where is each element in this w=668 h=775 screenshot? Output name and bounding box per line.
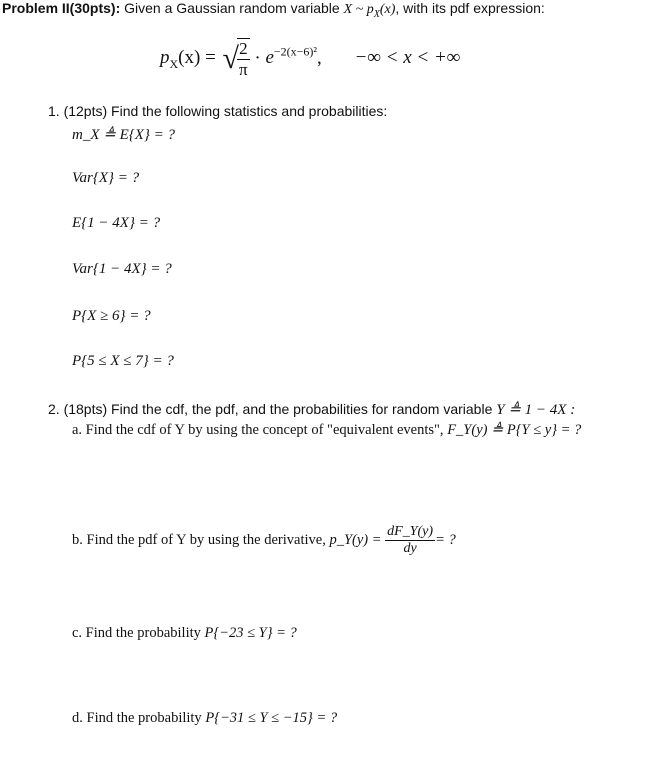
item-prob-5-7: P{5 ≤ X ≤ 7} = ? (72, 353, 174, 369)
pdf-lhs: $p_X(x)$ = (160, 47, 216, 72)
header-variable: X ~ $p_X(x)$ (343, 2, 396, 20)
item-mean: m_X ≜ E{X} = ? (72, 127, 176, 143)
comma: , (317, 47, 322, 69)
exponential: $e^{-2(x-6)^2}$ (265, 45, 317, 69)
pdf-range: −∞ < x < +∞ (354, 47, 461, 69)
header-text-after: , with its pdf expression: (395, 0, 545, 16)
part1-header: 1. (12pts) Find the following statistics and probabilities: (48, 103, 388, 119)
part2-c: c. Find the probability P{−23 ≤ Y} = ? (72, 625, 297, 641)
dot: · (254, 47, 261, 69)
pdf-formula (160, 38, 460, 80)
header-text: Given a Gaussian random variable (120, 0, 344, 16)
part2-header: 2. (18pts) Find the cdf, the pdf, and the probabilities for random variable Y ≜ 1 − 4X : (48, 401, 576, 418)
sqrt-fraction: $\frac{2}{\pi}$ (239, 39, 248, 79)
part2-d: d. Find the probability P{−31 ≤ Y ≤ −15} = ? (72, 710, 338, 726)
item-prob-x-ge-6: P{X ≥ 6} = ? (72, 308, 151, 324)
derivative-fraction: $\frac{dF\_Y(y)}{dy}$ (387, 524, 434, 556)
part2-a: a. Find the cdf of Y by using the concept of "equivalent events", F_Y(y) ≜ P{Y ≤ y} = ? (72, 422, 582, 438)
item-expectation-1-4x: E{1 − 4X} = ? (72, 215, 161, 231)
item-variance: Var{X} = ? (72, 170, 140, 186)
item-variance-1-4x: Var{1 − 4X} = ? (72, 261, 172, 277)
sqrt-sign: √ (222, 42, 240, 75)
part2-b: b. Find the pdf of Y by using the derivative, p_Y(y) = $\frac{dF\_Y(y)}{dy}$ = ? (72, 524, 456, 556)
problem-title: Problem II(30pts): (2, 0, 121, 16)
problem-header (2, 0, 545, 20)
